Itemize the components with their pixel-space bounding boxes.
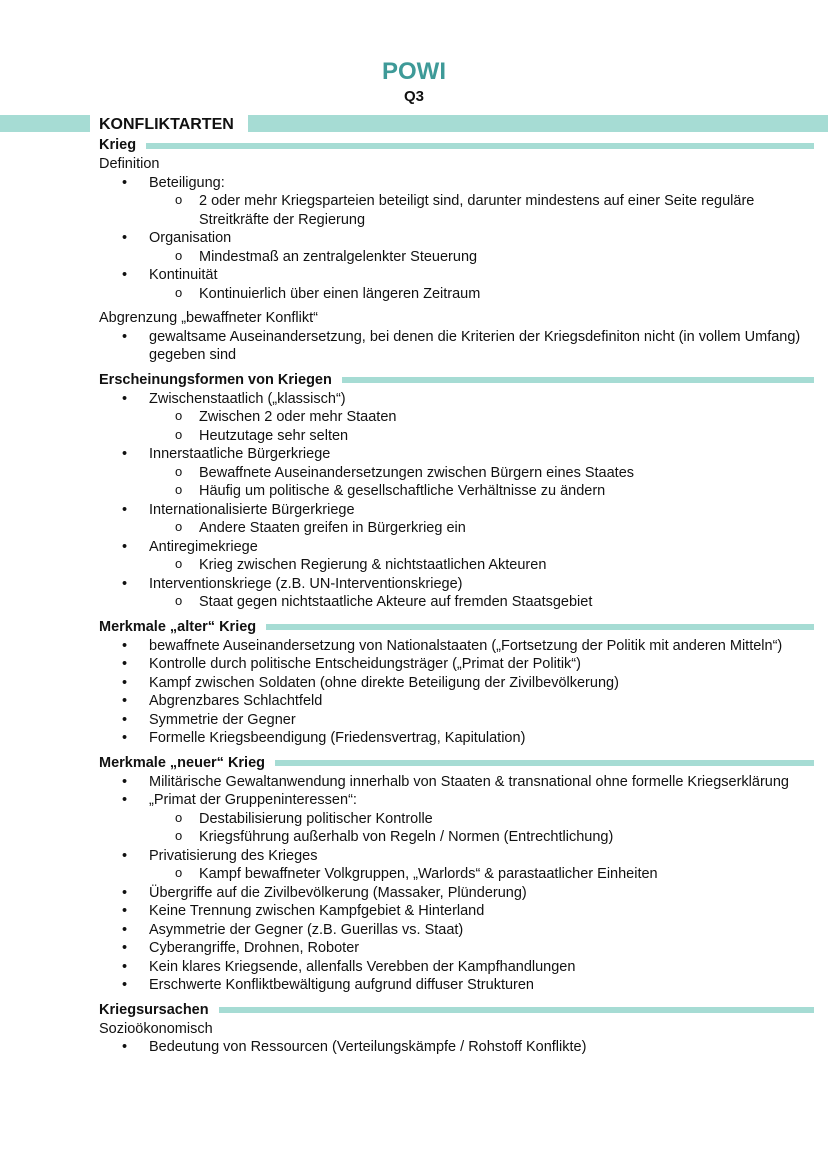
list-item: • gewaltsame Auseinandersetzung, bei denen die Kriterien der Kriegsdefiniton nicht (in vollem Umfang) gegeben sind xyxy=(99,328,814,365)
section-rule xyxy=(219,1007,814,1013)
sub-list-item: o Staat gegen nichtstaatliche Akteure auf fremden Staatsgebiet xyxy=(99,593,814,612)
list-item: • Abgrenzbares Schlachtfeld xyxy=(99,692,814,711)
section-rule xyxy=(266,624,814,630)
list-item: • Zwischenstaatlich („klassisch“) xyxy=(99,390,814,409)
sub-list-item: o Bewaffnete Auseinandersetzungen zwischen Bürgern eines Staates xyxy=(99,464,814,483)
sub-list-item: o Destabilisierung politischer Kontrolle xyxy=(99,810,814,829)
list-item: • Kontinuität xyxy=(99,266,814,285)
sub-list-item: o 2 oder mehr Kriegsparteien beteiligt sind, darunter mindestens auf einer Seite reguläre Streitkräfte der Regierung xyxy=(99,192,814,229)
list-item: • Militärische Gewaltanwendung innerhalb von Staaten & transnational ohne formelle Kriegserklärung xyxy=(99,773,814,792)
page-title: POWI xyxy=(382,58,446,85)
document-body xyxy=(99,114,814,1057)
list-item: • Kontrolle durch politische Entscheidungsträger („Primat der Politik“) xyxy=(99,655,814,674)
sub-list-item: o Krieg zwischen Regierung & nichtstaatlichen Akteuren xyxy=(99,556,814,575)
list-item: • Asymmetrie der Gegner (z.B. Guerillas vs. Staat) xyxy=(99,921,814,940)
list-item: • Keine Trennung zwischen Kampfgebiet & Hinterland xyxy=(99,902,814,921)
sub-list-item: o Häufig um politische & gesellschaftliche Verhältnisse zu ändern xyxy=(99,482,814,501)
section-rule xyxy=(342,377,814,383)
sub-list-item: o Kontinuierlich über einen längeren Zeitraum xyxy=(99,285,814,304)
sub-list-item: o Mindestmaß an zentralgelenkter Steuerung xyxy=(99,248,814,267)
list-item: • Kein klares Kriegsende, allenfalls Verebben der Kampfhandlungen xyxy=(99,958,814,977)
section-heading-neuer-krieg xyxy=(99,754,814,773)
section-title: Erscheinungsformen von Kriegen xyxy=(99,371,332,388)
section-heading-kriegsursachen xyxy=(99,1001,814,1020)
list-item: • Formelle Kriegsbeendigung (Friedensvertrag, Kapitulation) xyxy=(99,729,814,748)
list-item: • Kampf zwischen Soldaten (ohne direkte Beteiligung der Zivilbevölkerung) xyxy=(99,674,814,693)
section-title: Krieg xyxy=(99,137,137,153)
list-item: • Innerstaatliche Bürgerkriege xyxy=(99,445,814,464)
list-item: • Interventionskriege (z.B. UN-Interventionskriege) xyxy=(99,575,814,594)
list-item: • Übergriffe auf die Zivilbevölkerung (Massaker, Plünderung) xyxy=(99,884,814,903)
section-title: Merkmale „alter“ Krieg xyxy=(99,618,257,635)
section-title: Kriegsursachen xyxy=(99,1001,209,1018)
list-item: • Antiregimekriege xyxy=(99,538,814,557)
section-heading-alter-krieg xyxy=(99,618,814,637)
list-item: • bewaffnete Auseinandersetzung von Nationalstaaten („Fortsetzung der Politik mit anderen Mitteln“) xyxy=(99,637,814,656)
list-item: • Organisation xyxy=(99,229,814,248)
list-item: • Cyberangriffe, Drohnen, Roboter xyxy=(99,939,814,958)
section-title: Merkmale „neuer“ Krieg xyxy=(99,754,266,771)
definition-label: Definition xyxy=(99,156,160,172)
list-item: • Internationalisierte Bürgerkriege xyxy=(99,501,814,520)
section-heading-erscheinungsformen xyxy=(99,371,814,390)
sub-list-item: o Andere Staaten greifen in Bürgerkrieg ein xyxy=(99,519,814,538)
section-rule xyxy=(146,143,814,149)
sub-label: Sozioökonomisch xyxy=(99,1020,213,1037)
sub-list-item: o Kriegsführung außerhalb von Regeln / Normen (Entrechtlichung) xyxy=(99,828,814,847)
sub-list-item: o Heutzutage sehr selten xyxy=(99,427,814,446)
list-item: • Beteiligung: xyxy=(99,174,814,193)
section-heading-krieg xyxy=(99,136,814,155)
list-item: • „Primat der Gruppeninteressen“: xyxy=(99,791,814,810)
sub-list-item: o Zwischen 2 oder mehr Staaten xyxy=(99,408,814,427)
sub-list-item: o Kampf bewaffneter Volkgruppen, „Warlords“ & parastaatlicher Einheiten xyxy=(99,865,814,884)
main-heading: KONFLIKTARTEN xyxy=(99,114,242,136)
page-subtitle: Q3 xyxy=(403,88,424,105)
heading-band-left xyxy=(0,115,90,132)
list-item: • Bedeutung von Ressourcen (Verteilungskämpfe / Rohstoff Konflikte) xyxy=(99,1038,814,1057)
list-item: • Symmetrie der Gegner xyxy=(99,711,814,730)
list-item: • Privatisierung des Krieges xyxy=(99,847,814,866)
list-item: • Erschwerte Konfliktbewältigung aufgrund diffuser Strukturen xyxy=(99,976,814,995)
section-rule xyxy=(275,760,814,766)
abgrenzung-label: Abgrenzung „bewaffneter Konflikt“ xyxy=(99,310,318,326)
